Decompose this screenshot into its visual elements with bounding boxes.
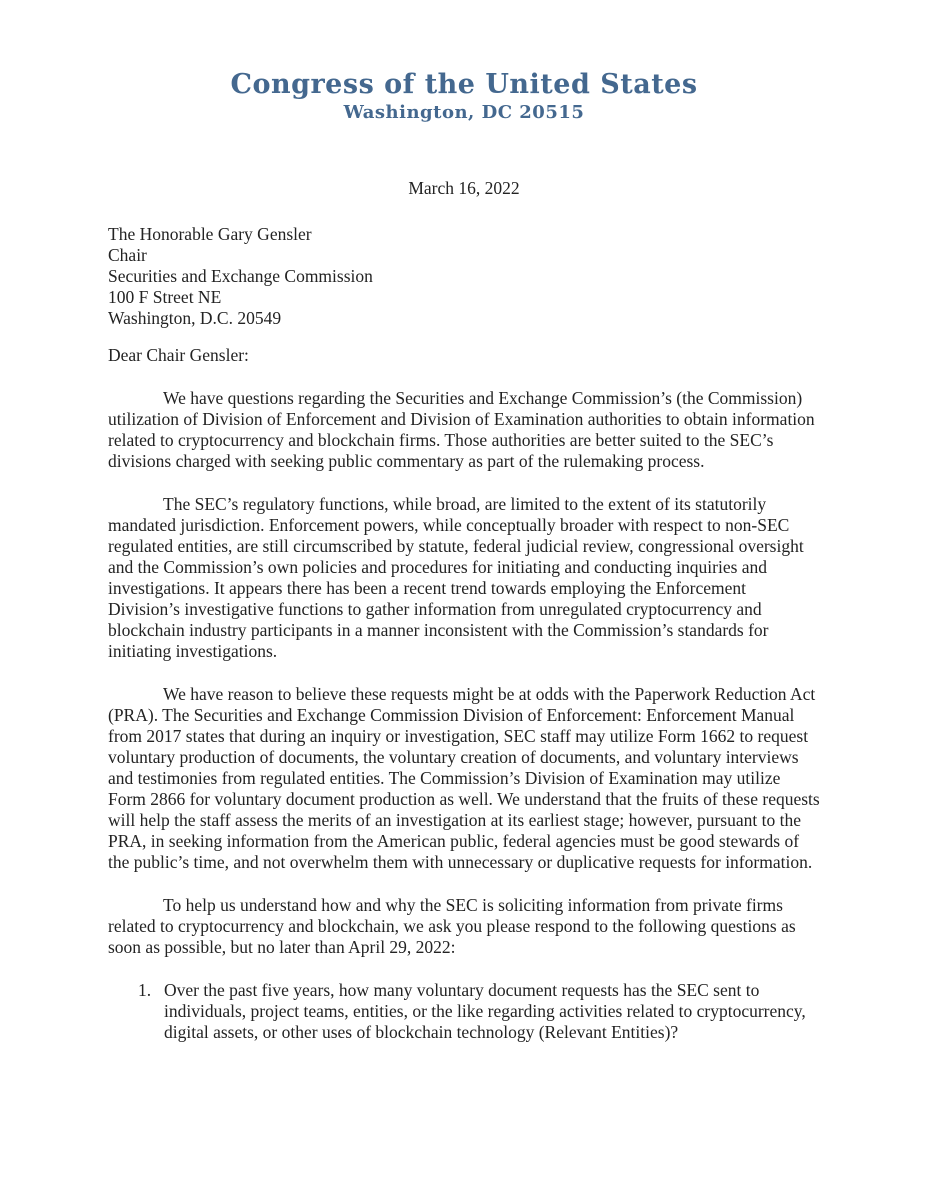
body-paragraph-4: To help us understand how and why the SEC is soliciting information from private firms related to cryptocurrency and blockchain, we ask you please respond to the following questions as soon as possible, but no later than April 29, 2022: (108, 895, 796, 957)
letter-date: March 16, 2022 (408, 178, 520, 198)
recipient-line-street: 100 F Street NE (108, 287, 222, 307)
recipient-line-city: Washington, D.C. 20549 (108, 308, 282, 328)
recipient-line-name: The Honorable Gary Gensler (108, 224, 312, 244)
question-list (138, 980, 820, 1043)
letterhead-address: Washington, DC 20515 (343, 102, 585, 123)
recipient-line-org: Securities and Exchange Commission (108, 266, 373, 286)
body-paragraph-2: The SEC’s regulatory functions, while broad, are limited to the extent of its statutorily mandated jurisdiction. Enforcement powers, while conceptually broader with respect to non-SEC regulated entities, are still circumscribed by statute, federal judicial review, congressional oversight and the Commission’s own policies and procedures for initiating and conducting inquiries and investigations. It appears there has been a recent trend towards employing the Enforcement Division’s investigative functions to gather information from unregulated cryptocurrency and blockchain industry participants in a manner inconsistent with the Commission’s standards for initiating investigations. (108, 494, 804, 661)
body-paragraph-1: We have questions regarding the Securities and Exchange Commission’s (the Commission) utilization of Division of Enforcement and Division of Examination authorities to obtain information related to cryptocurrency and blockchain firms. Those authorities are better suited to the SEC’s divisions charged with seeking public commentary as part of the rulemaking process. (108, 388, 815, 471)
recipient-line-title: Chair (108, 245, 147, 265)
salutation: Dear Chair Gensler: (108, 345, 249, 365)
list-item-number: 1. (138, 980, 152, 1000)
letterhead-title: Congress of the United States (230, 69, 698, 100)
recipient-address-block (108, 224, 820, 329)
letterhead (108, 68, 820, 124)
list-item-text: Over the past five years, how many voluntary document requests has the SEC sent to individuals, project teams, entities, or the like regarding activities related to cryptocurrency, digital assets, or other uses of blockchain technology (Relevant Entities)? (164, 980, 806, 1042)
list-item (138, 980, 820, 1043)
body-paragraph-3: We have reason to believe these requests might be at odds with the Paperwork Reduction Act (PRA). The Securities and Exchange Commission Division of Enforcement: Enforcement Manual from 2017 states that during an inquiry or investigation, SEC staff may utilize Form 1662 to request voluntary production of documents, the voluntary creation of documents, and voluntary interviews and testimonies from regulated entities. The Commission’s Division of Examination may utilize Form 2866 for voluntary document production as well. We understand that the fruits of these requests will help the staff assess the merits of an investigation at its earliest stage; however, pursuant to the PRA, in seeking information from the American public, federal agencies must be good stewards of the public’s time, and not overwhelm them with unnecessary or duplicative requests for information. (108, 684, 820, 872)
